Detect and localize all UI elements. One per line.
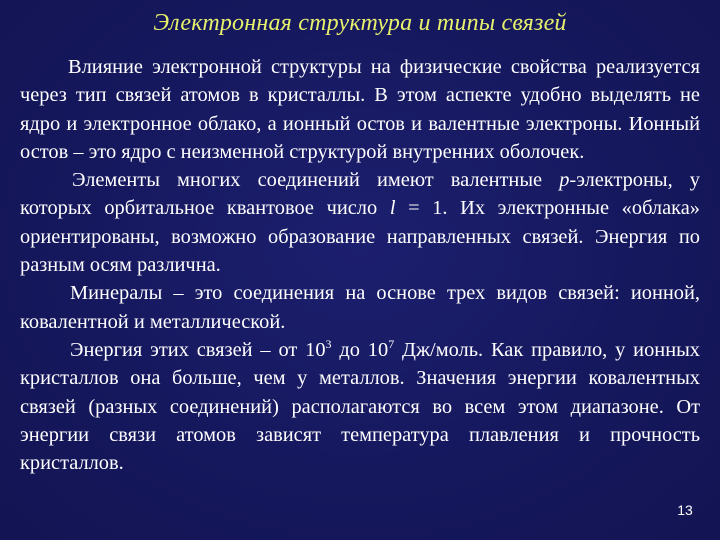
paragraph-4-text-a: Энергия этих связей – от 10 — [70, 338, 326, 361]
p-symbol: p — [559, 169, 570, 192]
paragraph-bond-energy — [20, 336, 700, 477]
exponent-3: 3 — [325, 336, 332, 351]
paragraph-2-text-b: -электроны, у которых орбитальное квантовое число — [20, 169, 701, 220]
paragraph-valence-electrons — [20, 166, 700, 279]
slide-title: Электронная структура и типы связей — [153, 10, 567, 36]
exponent-7: 7 — [388, 336, 395, 351]
paragraph-2-text-c: = 1. Их электронные «облака» ориентированы, возможно образование направленных связей. Энергия по разным осям различна. — [20, 197, 701, 277]
paragraph-electronic-structure: Влияние электронной структуры на физические свойства реализуется через тип связей атомов в кристаллы. В этом аспекте удобно выделять не ядро и электронное облако, а ионный остов и валентные электроны. Ионный остов – это ядро с неизменной структурой внутренних оболочек. — [20, 56, 700, 163]
page-number: 13 — [677, 502, 693, 518]
paragraph-2-text-a: Элементы многих соединений имеют валентные — [72, 169, 560, 192]
slide-body — [20, 53, 700, 477]
paragraph-minerals: Минералы – это соединения на основе трех видов связей: ионной, ковалентной и металлической. — [20, 282, 700, 333]
paragraph-4-text-b: до 10 — [331, 338, 389, 361]
paragraph-4-text-c: Дж/моль. Как правило, у ионных кристаллов она больше, чем у металлов. Значения энергии ковалентных связей (разных соединений) располагаются во всем этом диапазоне. От энергии связи атомов зависят температура плавления и прочность кристаллов. — [20, 338, 701, 475]
l-symbol: l — [389, 197, 396, 220]
